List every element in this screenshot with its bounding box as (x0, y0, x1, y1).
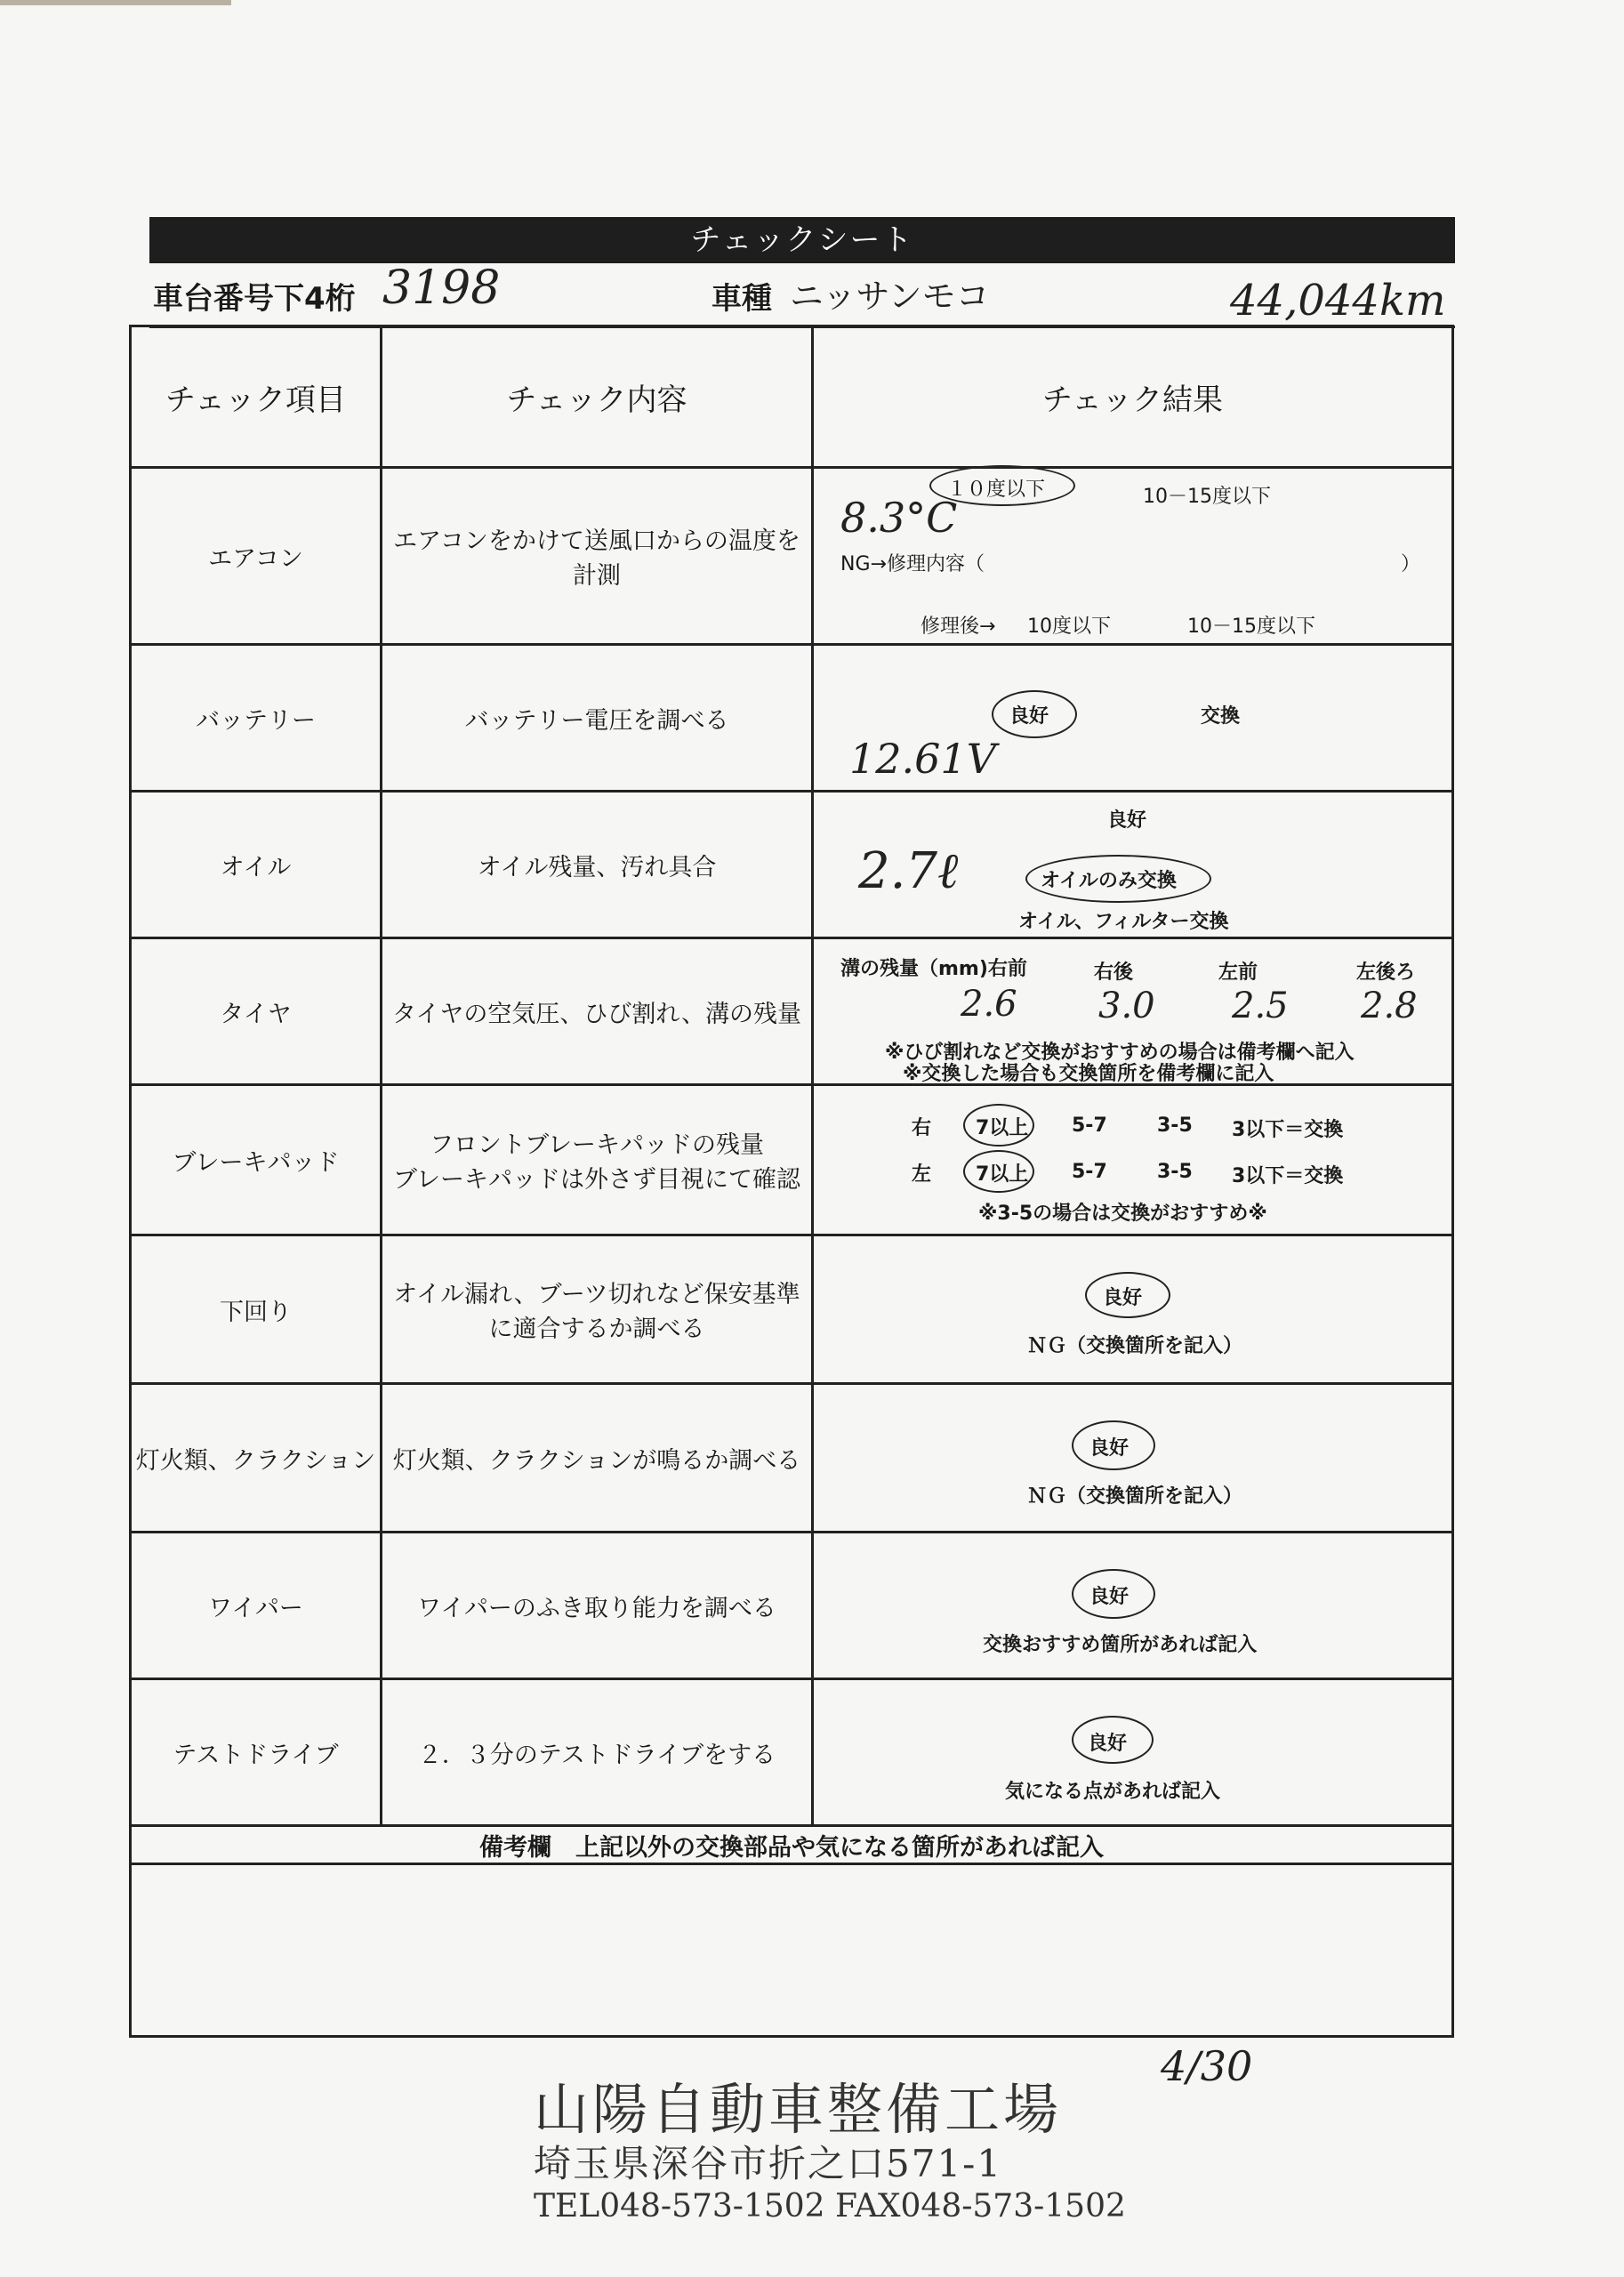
company-address: 埼玉県深谷市折之口571-1 (534, 2142, 1003, 2185)
tire-lr-label: 左後ろ (1356, 961, 1416, 984)
table-row (131, 645, 1453, 792)
date-value: 4/30 (1161, 2042, 1253, 2090)
under-good: 良好 (1103, 1287, 1143, 1309)
chassis-value: 3198 (382, 261, 501, 315)
item-brake: ブレーキパッド (131, 1085, 382, 1235)
remarks-area (131, 1864, 1453, 2037)
table-row (131, 1679, 1453, 1826)
brake-content-2: ブレーキパッドは外さず目視にて確認 (393, 1166, 800, 1194)
wiper-note: 交換おすすめ箇所があれば記入 (983, 1634, 1258, 1656)
table-row (131, 1533, 1453, 1679)
content-aircon: エアコンをかけて送風口からの温度を計測 (382, 468, 813, 645)
table-row (131, 468, 1453, 645)
tire-lr-value: 2.8 (1361, 986, 1418, 1026)
oil-filter: オイル、フィルター交換 (1018, 911, 1229, 933)
item-testdrive: テストドライブ (131, 1679, 382, 1826)
testdrive-good: 良好 (1088, 1733, 1128, 1755)
brake-left-label: 左 (912, 1163, 932, 1186)
testdrive-note: 気になる点があれば記入 (1005, 1781, 1221, 1803)
item-lights: 灯火類、クラクション (131, 1384, 382, 1533)
item-battery: バッテリー (131, 645, 382, 792)
result-tire (813, 938, 1453, 1085)
aircon-ng: NG→修理内容（ (840, 553, 985, 575)
check-table (129, 325, 1454, 2038)
tire-note1: ※ひび割れなど交換がおすすめの場合は備考欄へ記入 (885, 1042, 1355, 1064)
table-row (131, 938, 1453, 1085)
result-aircon (813, 468, 1453, 645)
under-ng: ＮＧ（交換箇所を記入） (1027, 1335, 1243, 1357)
result-testdrive (813, 1679, 1453, 1826)
content-lights: 灯火類、クラクションが鳴るか調べる (382, 1384, 813, 1533)
sheet-title: チェックシート (149, 217, 1455, 263)
tire-rr-label: 右後 (1094, 961, 1134, 984)
brake-left-o4: 3以下＝交換 (1232, 1165, 1344, 1187)
aircon-after2: 10－15度以下 (1187, 616, 1315, 638)
content-wiper: ワイパーのふき取り能力を調べる (382, 1533, 813, 1679)
remarks-header-row (131, 1826, 1453, 1864)
table-row (131, 792, 1453, 938)
brake-right-o1: 7以上 (976, 1117, 1029, 1139)
aircon-after1: 10度以下 (1027, 616, 1111, 638)
result-under (813, 1235, 1453, 1384)
aircon-opt2: 10－15度以下 (1143, 486, 1271, 508)
result-lights (813, 1384, 1453, 1533)
battery-measure: 12.61V (849, 735, 996, 783)
oil-good: 良好 (1107, 809, 1147, 832)
result-oil (813, 792, 1453, 938)
col-item: チェック項目 (131, 326, 382, 468)
remarks-row (131, 1864, 1453, 2037)
brake-right-label: 右 (912, 1117, 932, 1139)
brake-left-o1: 7以上 (976, 1163, 1029, 1186)
tire-depth-label: 溝の残量（mm)右前 (840, 958, 1027, 980)
table-row (131, 1235, 1453, 1384)
brake-content-1: フロントブレーキパッドの残量 (429, 1131, 765, 1159)
remarks-label: 備考欄 上記以外の交換部品や気になる箇所があれば記入 (131, 1826, 1453, 1864)
oil-only: オイルのみ交換 (1041, 870, 1177, 892)
brake-right-o2: 5-7 (1072, 1114, 1107, 1137)
content-under: オイル漏れ、ブーツ切れなど保安基準に適合するか調べる (382, 1235, 813, 1384)
scan-edge (0, 0, 231, 5)
aircon-after-label: 修理後→ (921, 616, 996, 638)
item-under: 下回り (131, 1235, 382, 1384)
content-brake (382, 1085, 813, 1235)
wiper-good: 良好 (1089, 1586, 1130, 1608)
tire-rf-value: 2.6 (961, 984, 1017, 1025)
content-tire: タイヤの空気圧、ひび割れ、溝の残量 (382, 938, 813, 1085)
company-fax: FAX048-573-1502 (835, 2188, 1126, 2225)
col-result: チェック結果 (813, 326, 1453, 468)
tire-rr-value: 3.0 (1098, 986, 1155, 1026)
aircon-opt1: １０度以下 (947, 479, 1046, 501)
result-wiper (813, 1533, 1453, 1679)
item-aircon: エアコン (131, 468, 382, 645)
item-wiper: ワイパー (131, 1533, 382, 1679)
tire-lf-value: 2.5 (1232, 986, 1289, 1026)
mileage-value: 44,044km (1230, 276, 1446, 326)
result-battery (813, 645, 1453, 792)
company-phone (534, 2188, 1156, 2225)
content-battery: バッテリー電圧を調べる (382, 645, 813, 792)
chassis-label: 車台番号下4桁 (153, 281, 356, 317)
item-tire: タイヤ (131, 938, 382, 1085)
brake-right-o3: 3-5 (1157, 1114, 1193, 1137)
company-tel: TEL048-573-1502 (534, 2188, 825, 2225)
col-content: チェック内容 (382, 326, 813, 468)
brake-right-o4: 3以下＝交換 (1232, 1119, 1344, 1141)
content-testdrive: ２．３分のテストドライブをする (382, 1679, 813, 1826)
item-oil: オイル (131, 792, 382, 938)
model-label: 車種 (712, 281, 772, 317)
battery-good: 良好 (1009, 705, 1049, 728)
tire-lf-label: 左前 (1218, 961, 1258, 984)
lights-ng: ＮＧ（交換箇所を記入） (1027, 1485, 1243, 1508)
brake-left-o2: 5-7 (1072, 1161, 1107, 1183)
brake-note: ※3-5の場合は交換がおすすめ※ (978, 1203, 1267, 1225)
battery-replace: 交換 (1201, 705, 1241, 728)
brake-left-o3: 3-5 (1157, 1161, 1193, 1183)
result-brake (813, 1085, 1453, 1235)
table-row (131, 1085, 1453, 1235)
lights-good: 良好 (1089, 1437, 1130, 1460)
model-value: ニッサンモコ (790, 277, 990, 316)
table-row (131, 1384, 1453, 1533)
header-row (149, 263, 1455, 328)
content-oil: オイル残量、汚れ具合 (382, 792, 813, 938)
table-header-row (131, 326, 1453, 468)
aircon-ng-close: ） (1401, 553, 1421, 575)
aircon-measure: 8.3°C (840, 494, 958, 542)
company-name: 山陽自動車整備工場 (534, 2077, 1063, 2142)
oil-measure: 2.7ℓ (858, 842, 959, 900)
tire-note2: ※交換した場合も交換箇所を備考欄に記入 (903, 1063, 1274, 1085)
